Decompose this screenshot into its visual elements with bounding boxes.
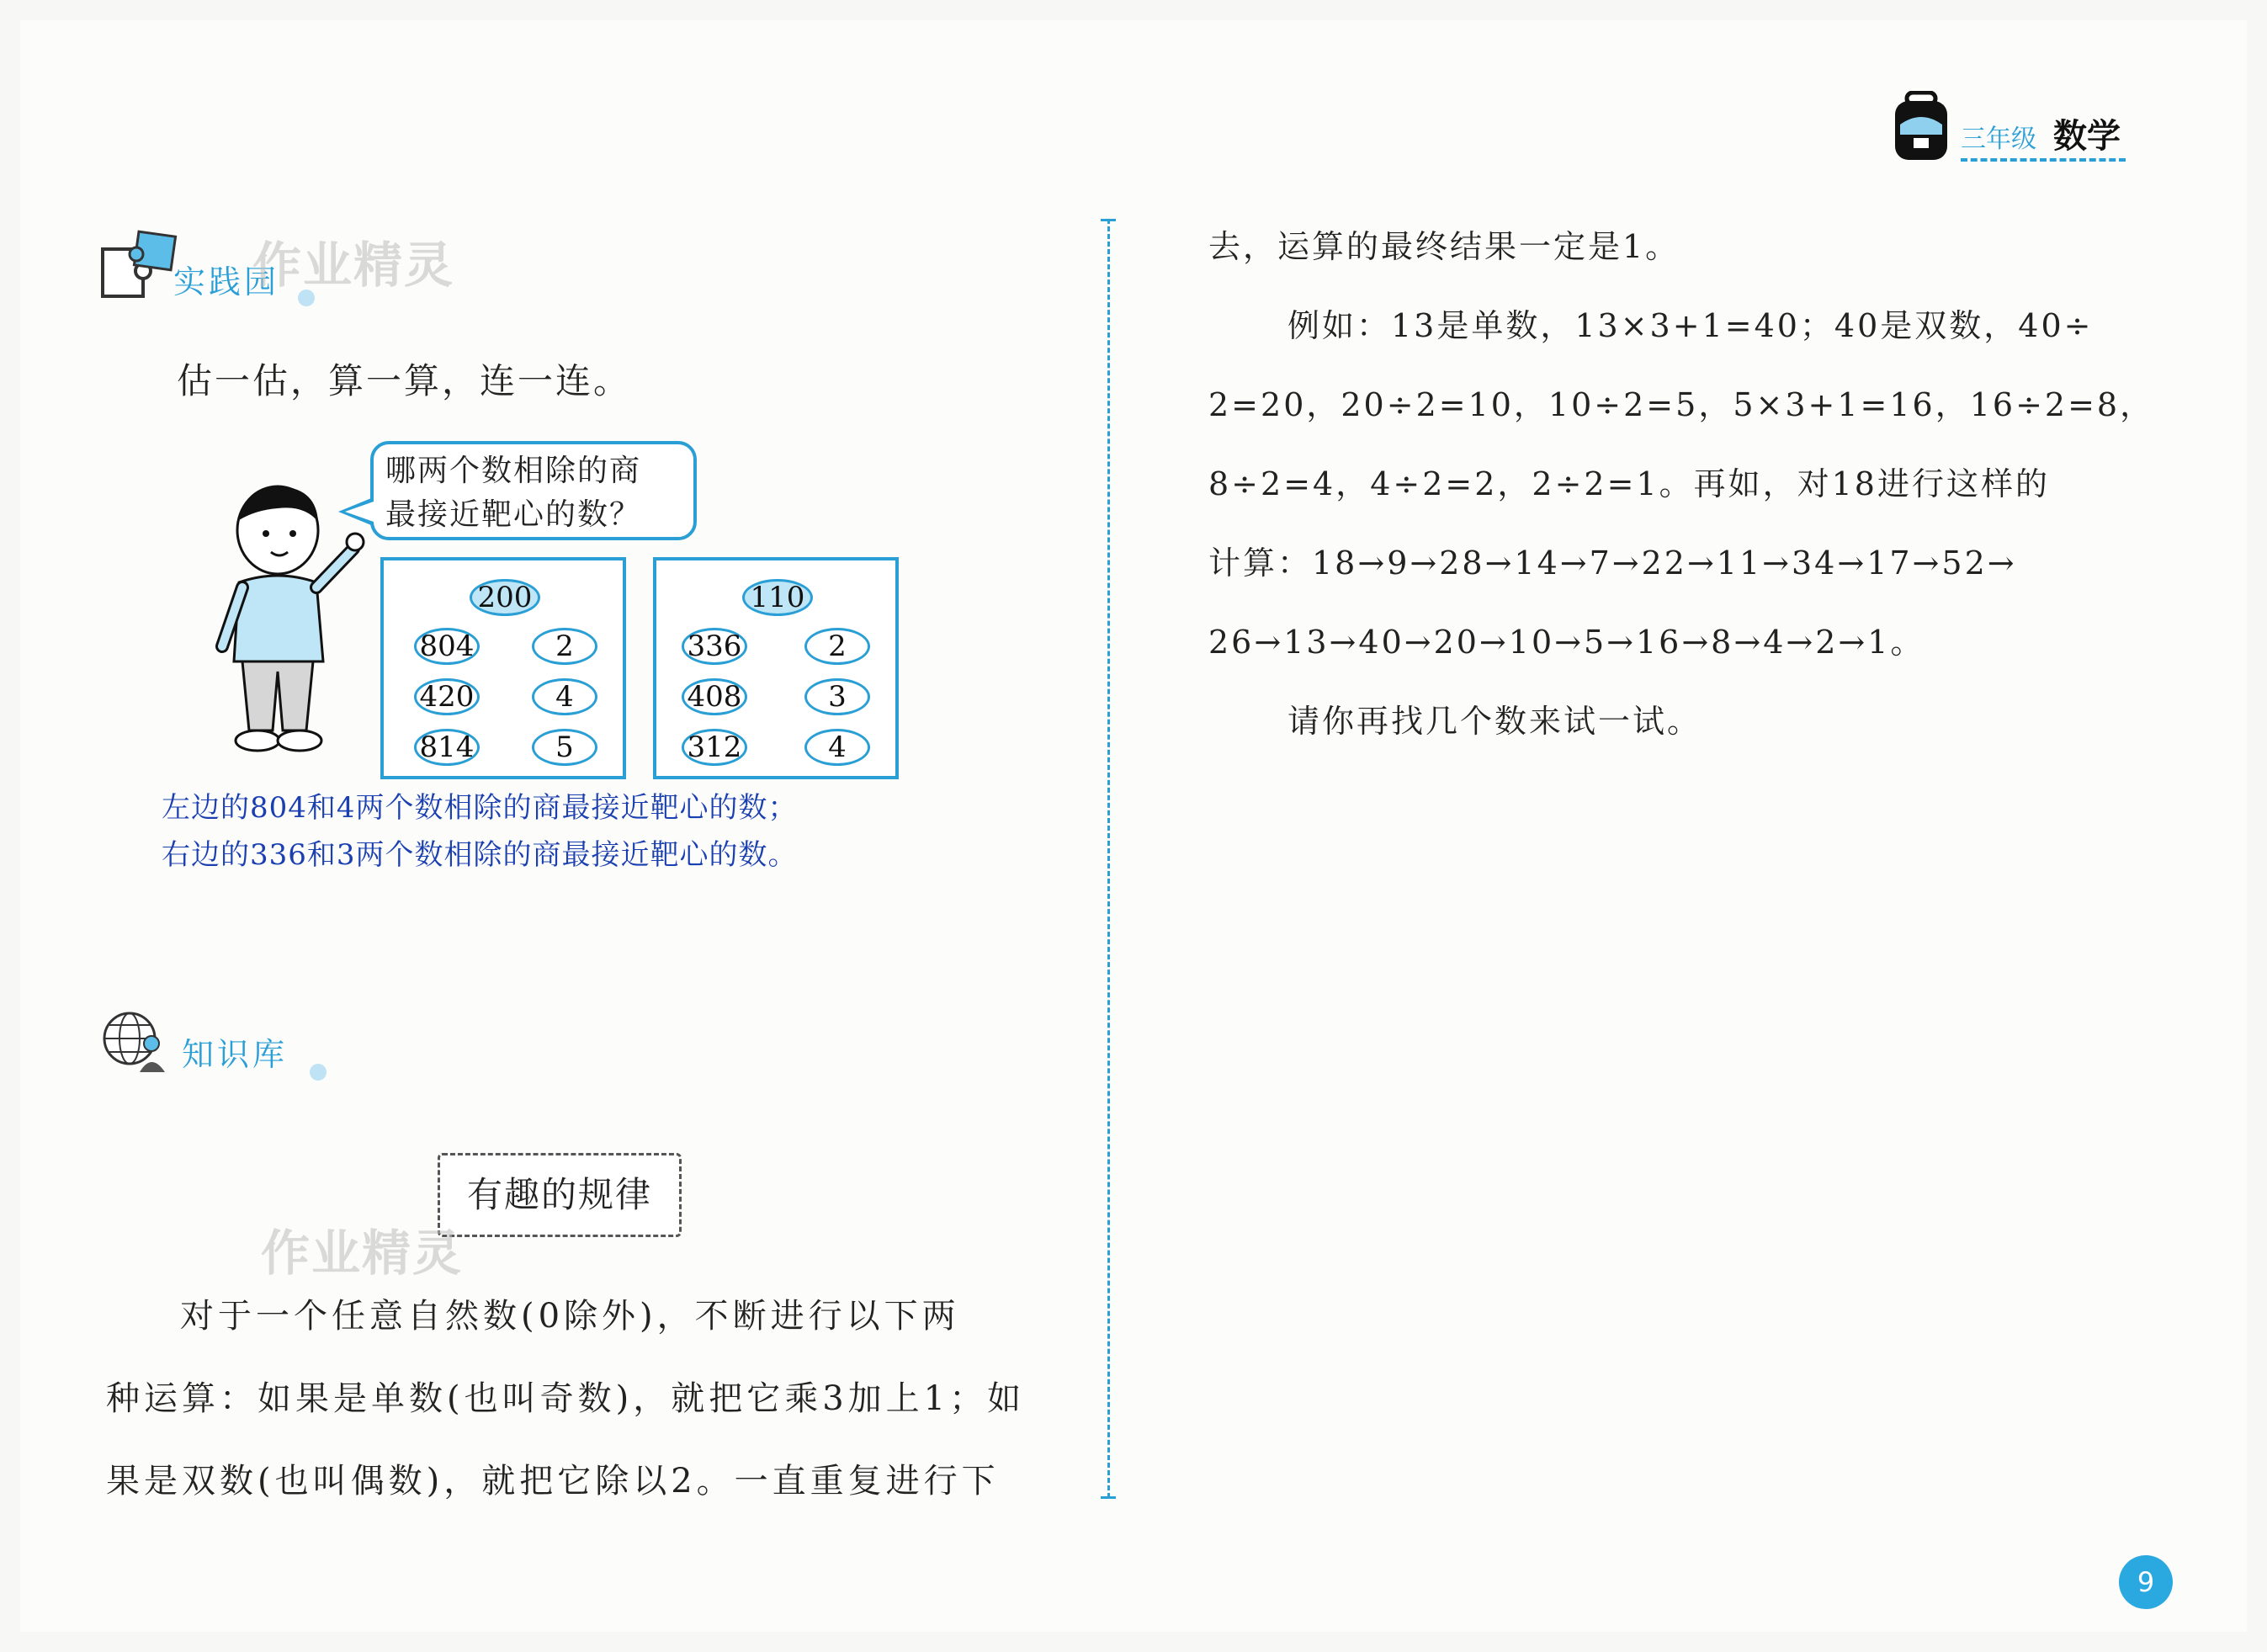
dividend-oval[interactable]: 312 <box>682 729 747 766</box>
bubble-tail-inner <box>345 502 374 522</box>
right-line-4: 8÷2=4，4÷2=2，2÷2=1。再如，对18进行这样的 <box>1208 465 2050 502</box>
divisor-oval[interactable]: 4 <box>532 678 597 715</box>
grade-label: 三年级 <box>1961 125 2036 154</box>
right-line-3: 2=20，20÷2=10，10÷2=5，5×3+1=16，16÷2=8， <box>1208 386 2155 423</box>
number-box-left <box>380 557 626 779</box>
title-dot <box>310 1064 327 1081</box>
divisor-oval[interactable]: 2 <box>804 628 870 665</box>
right-line-2: 例如：13是单数，13×3+1=40；40是双数，40÷ <box>1287 307 2094 344</box>
page-number: 9 <box>2119 1555 2173 1609</box>
watermark: 作业精灵 <box>261 1224 464 1282</box>
target-oval: 110 <box>742 579 813 616</box>
right-line-7: 请你再找几个数来试一试。 <box>1287 703 1702 740</box>
puzzle-icon <box>98 229 178 305</box>
answer-line-2: 右边的336和3两个数相除的商最接近靶心的数。 <box>162 838 798 872</box>
dividend-oval[interactable]: 336 <box>682 628 747 665</box>
dividend-oval[interactable]: 420 <box>414 678 480 715</box>
body-line-3: 果是双数(也叫偶数)，就把它除以2。一直重复进行下 <box>106 1462 1000 1501</box>
page-divider <box>1107 219 1110 1498</box>
speech-bubble <box>370 441 697 540</box>
bubble-line-1: 哪两个数相除的商 <box>385 454 642 488</box>
divisor-oval[interactable]: 5 <box>532 729 597 766</box>
backpack-icon <box>1892 91 1951 162</box>
dividend-oval[interactable]: 804 <box>414 628 480 665</box>
dividend-oval[interactable]: 408 <box>682 678 747 715</box>
body-line-2: 种运算：如果是单数(也叫奇数)，就把它乘3加上1；如 <box>106 1379 1026 1418</box>
watermark: 作业精灵 <box>252 236 455 294</box>
right-line-1: 去，运算的最终结果一定是1。 <box>1208 228 1680 265</box>
header-rule <box>1961 158 2126 162</box>
subject-label: 数学 <box>2053 117 2121 156</box>
globe-icon <box>101 1010 172 1074</box>
divisor-oval[interactable]: 2 <box>532 628 597 665</box>
target-oval: 200 <box>470 579 540 616</box>
divisor-oval[interactable]: 4 <box>804 729 870 766</box>
right-line-6: 26→13→40→20→10→5→16→8→4→2→1。 <box>1208 624 1925 661</box>
answer-line-1: 左边的804和4两个数相除的商最接近靶心的数； <box>162 791 798 825</box>
practice-title: 实践园 <box>173 263 280 300</box>
instruction: 估一估，算一算，连一连。 <box>177 360 632 401</box>
body-line-1: 对于一个任意自然数(0除外)，不断进行以下两 <box>180 1297 960 1336</box>
divisor-oval[interactable]: 3 <box>804 678 870 715</box>
knowledge-title: 知识库 <box>182 1036 289 1073</box>
divider-cap-bottom <box>1101 1496 1116 1499</box>
number-box-right <box>653 557 899 779</box>
bubble-line-2: 最接近靶心的数？ <box>385 497 642 532</box>
dividend-oval[interactable]: 814 <box>414 729 480 766</box>
right-line-5: 计算：18→9→28→14→7→22→11→34→17→52→ <box>1208 544 2017 582</box>
article-title: 有趣的规律 <box>438 1153 682 1237</box>
